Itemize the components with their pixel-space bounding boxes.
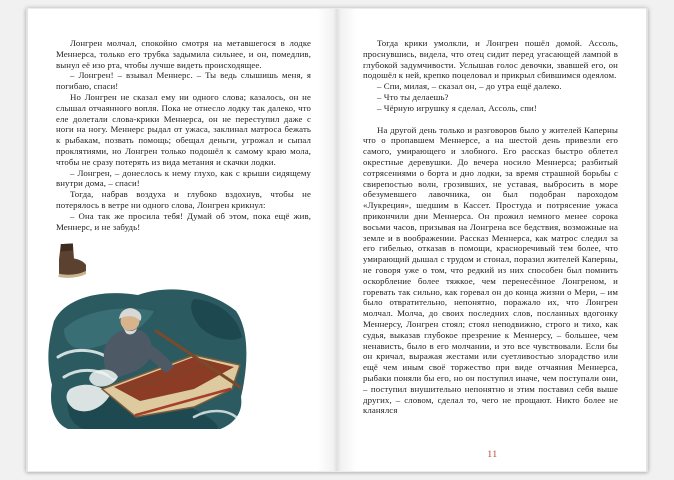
paragraph: – Лонгрен, – донеслось к нему глухо, как с крыши сидящему внутри дома, – спаси! xyxy=(56,167,311,189)
paragraph: Тогда, набрав воздуха и глубоко вздохнув, чтобы не потерялось в ветре ни одного слова, Лонгрен крикнул: xyxy=(56,189,311,210)
boat-storm-illustration xyxy=(44,239,252,429)
paragraph: – Лонгрен! – взывал Меннерс. – Ты ведь слышишь меня, я погибаю, спаси! xyxy=(56,70,311,92)
paragraph: На другой день только и разговоров было у жителей Каперны что о пропавшем Меннерсе, а на шестой день привезли его самого, умирающего и злобного. Его рассказ быстро облетел окрестные деревушки. До вечера носило Меннерса; разбитый сотрясениями о борта и дно лодки, за время страшной борьбы с свирепостью волн, грозивших, не уставая, выбросить в море обезумевшего лавочника, он был подобран пароходом «Лукреция», шедшим в Кассет. Простуда и потрясение ужаса прикончили дни Меннерса. Он прожил немного менее сорока восьми часов, призывая на Лонгрена все бедствия, возможные на земле и в воображении. Рассказ Меннерса, как матрос следил за его гибелью, отказав в помощи, красноречивый тем более, что умирающий дышал с трудом и стонал, поразил жителей Каперны, не говоря уже о том, что редкий из них способен был помнить оскорбление более тяжкое, чем перенесённое Лонгреном, и горевать так сильно, как горевал он до конца жизни о Мери, – им было отвратительно, непонятно, поражало их, что Лонгрен молчал. Молча, до своих последних слов, посланных вдогонку Меннерсу, Лонгрен стоял; стоял неподвижно, строго и тихо, как судья, выказав глубокое презрение к Меннерсу, – большее, чем ненависть, было в его молчании, и это все чувствовали. Если бы он кричал, выражая жестами или суетливостью злорадство или ещё чем иным своё торжество при виде отчаяния Меннерса, рыбаки поняли бы его, но он поступил иначе, чем поступали они, – поступил внушительно непонятно и этим поставил себя выше других, – словом, сделал то, чего не прощают. Никто более не кланялся xyxy=(363,124,618,416)
book-spread xyxy=(26,8,648,472)
paragraph: – Чёрную игрушку я сделал, Ассоль, спи! xyxy=(377,102,537,113)
paragraph: Но Лонгрен не сказал ему ни одного слова; казалось, он не слышал отчаянного вопля. Пока не отнесло лодку так далеко, что еле долетали слова-крики Меннерса, он не переступил даже с ноги на ногу. Меннерс рыдал от ужаса, заклинал матроса бежать к рыбакам, позвать помощь; обещал деньги, угрожал и сыпал проклятиями, но Лонгрен только подошёл к самому краю мола, чтобы не сразу потерять из вида метания и скачки лодки. xyxy=(56,91,311,167)
right-page-text xyxy=(363,38,618,416)
left-page xyxy=(26,8,337,472)
paragraph: – Спи, милая, – сказал он, – до утра ещё далеко. xyxy=(377,81,562,92)
paragraph: – Что ты делаешь? xyxy=(377,91,449,102)
page-number: 11 xyxy=(487,450,498,460)
right-page xyxy=(337,8,648,472)
left-page-text xyxy=(56,38,311,232)
paragraph: Тогда крики умолкли, и Лонгрен пошёл домой. Ассоль, проснувшись, видела, что отец сидит перед угасающей лампой в глубокой задумчивости. Услышав голос девочки, звавшей его, он подошёл к ней, крепко поцеловал и прикрыл сбившимся одеялом. xyxy=(363,38,618,81)
paragraph: Лонгрен молчал, спокойно смотря на метавшегося в лодке Меннерса, только его трубка задымила сильнее, и он, помедлив, вынул её изо рта, чтобы лучше видеть происходящее. xyxy=(56,38,311,70)
boot-icon xyxy=(54,241,88,280)
paragraph: – Она так же просила тебя! Думай об этом, пока ещё жив, Меннерс, и не забудь! xyxy=(56,210,311,232)
